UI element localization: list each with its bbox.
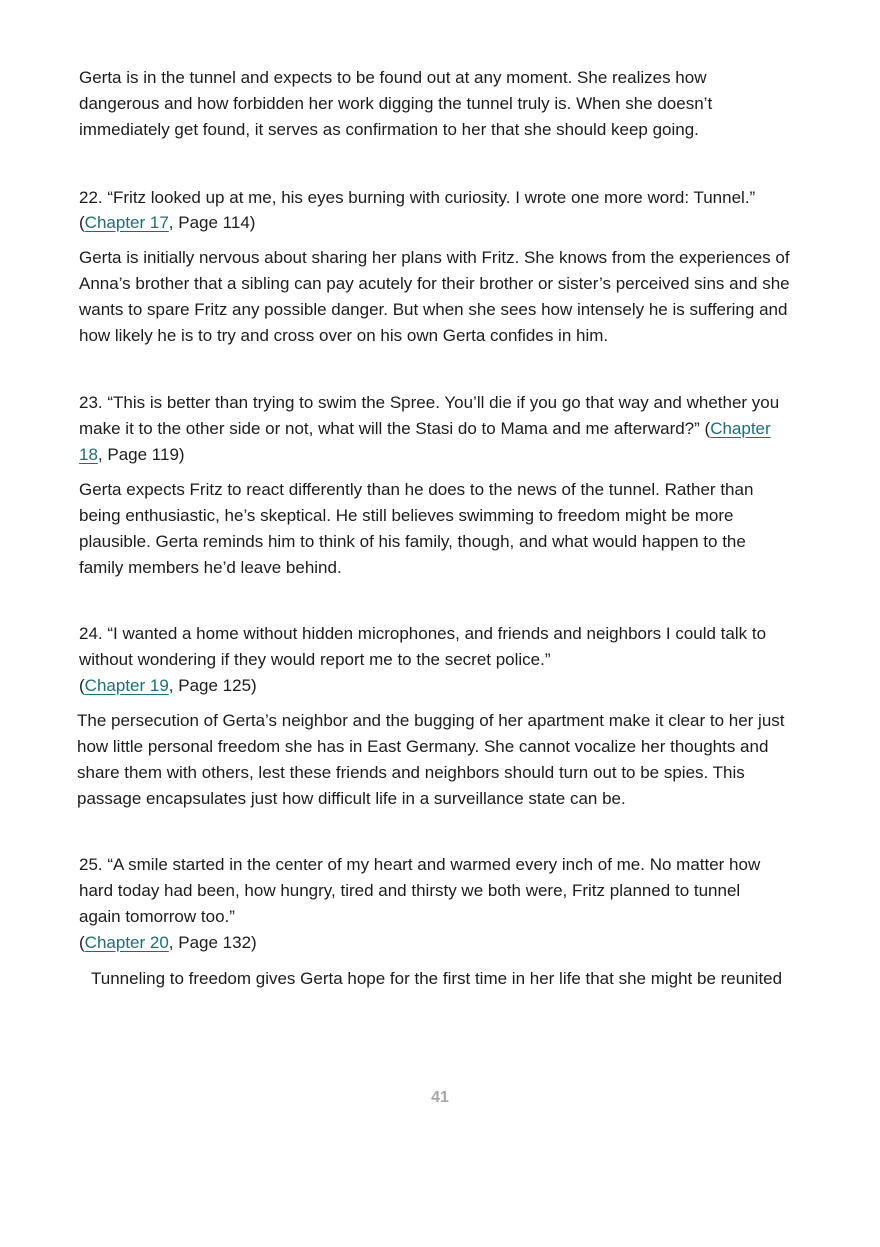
quote-line: 22. “Fritz looked up at me, his eyes burning with curiosity. I wrote one more word: Tunnel.” [79,188,756,207]
citation-tail: , Page 125) [168,676,257,695]
paragraph-line: how little personal freedom she has in East Germany. She cannot vocalize her thoughts and [77,737,769,756]
paragraph-line: share them with others, lest these friends and neighbors should turn out to be spies. This [77,763,745,782]
quote-line: 25. “A smile started in the center of my heart and warmed every inch of me. No matter how [79,855,761,874]
citation-tail: , Page 132) [168,933,257,952]
paragraph-line: Anna’s brother that a sibling can pay acutely for their brother or sister’s perceived sins and she [79,274,790,293]
citation-tail: , Page 114) [168,213,256,232]
chapter-17-link[interactable]: Chapter 17 [84,213,169,232]
analysis-paragraph [79,245,809,349]
quote-text: make it to the other side or not, what will the Stasi do to Mama and me afterward?” ( [79,419,711,438]
page-number: 41 [431,1089,449,1106]
paragraph-line: Gerta is initially nervous about sharing her plans with Fritz. She knows from the experiences of [79,248,790,267]
quote-line [79,416,809,442]
paragraph-line: Gerta is in the tunnel and expects to be found out at any moment. She realizes how [79,68,707,87]
chapter-19-link[interactable]: Chapter 19 [84,676,169,695]
quote-line: hard today had been, how hungry, tired and thirsty we both were, Fritz planned to tunnel [79,881,741,900]
citation-open: ( [79,676,85,695]
paragraph-line: wants to spare Fritz any possible danger. But when she sees how intensely he is suffering and [79,300,788,319]
paragraph-line: Tunneling to freedom gives Gerta hope for the first time in her life that she might be reunited [91,969,783,988]
paragraph-line: dangerous and how forbidden her work digging the tunnel truly is. When she doesn’t [79,94,713,113]
chapter-20-link[interactable]: Chapter 20 [84,933,169,952]
citation [79,210,809,235]
quote-line: again tomorrow too.” [79,907,235,926]
paragraph-line: being enthusiastic, he’s skeptical. He still believes swimming to freedom might be more [79,506,734,525]
paragraph-line: Gerta expects Fritz to react differently than he does to the news of the tunnel. Rather than [79,480,754,499]
analysis-paragraph [91,966,821,992]
quote-24 [79,621,809,699]
quote-23 [79,390,809,468]
citation [79,930,809,956]
chapter-18-link-part2[interactable]: 18 [79,445,98,464]
citation [79,673,809,699]
quote-line: 24. “I wanted a home without hidden microphones, and friends and neighbors I could talk to [79,624,767,643]
quote-line: 23. “This is better than trying to swim the Spree. You’ll die if you go that way and whether you [79,393,780,412]
analysis-paragraph [79,477,809,581]
analysis-paragraph [79,65,809,143]
paragraph-line: plausible. Gerta reminds him to think of his family, though, and what would happen to the [79,532,746,551]
analysis-paragraph [77,708,807,812]
paragraph-line: passage encapsulates just how difficult life in a surveillance state can be. [77,789,626,808]
citation [79,442,809,468]
chapter-18-link-part1[interactable]: Chapter [710,419,771,438]
quote-22 [79,185,809,235]
quote-25 [79,852,809,956]
paragraph-line: immediately get found, it serves as confirmation to her that she should keep going. [79,120,699,139]
paragraph-line: The persecution of Gerta’s neighbor and the bugging of her apartment make it clear to her just [77,711,785,730]
citation-tail: , Page 119) [97,445,185,464]
citation-open: ( [79,933,85,952]
citation-open: ( [79,213,85,232]
quote-line: without wondering if they would report me to the secret police.” [79,650,551,669]
paragraph-line: how likely he is to try and cross over on his own Gerta confides in him. [79,326,609,345]
paragraph-line: family members he’d leave behind. [79,558,342,577]
